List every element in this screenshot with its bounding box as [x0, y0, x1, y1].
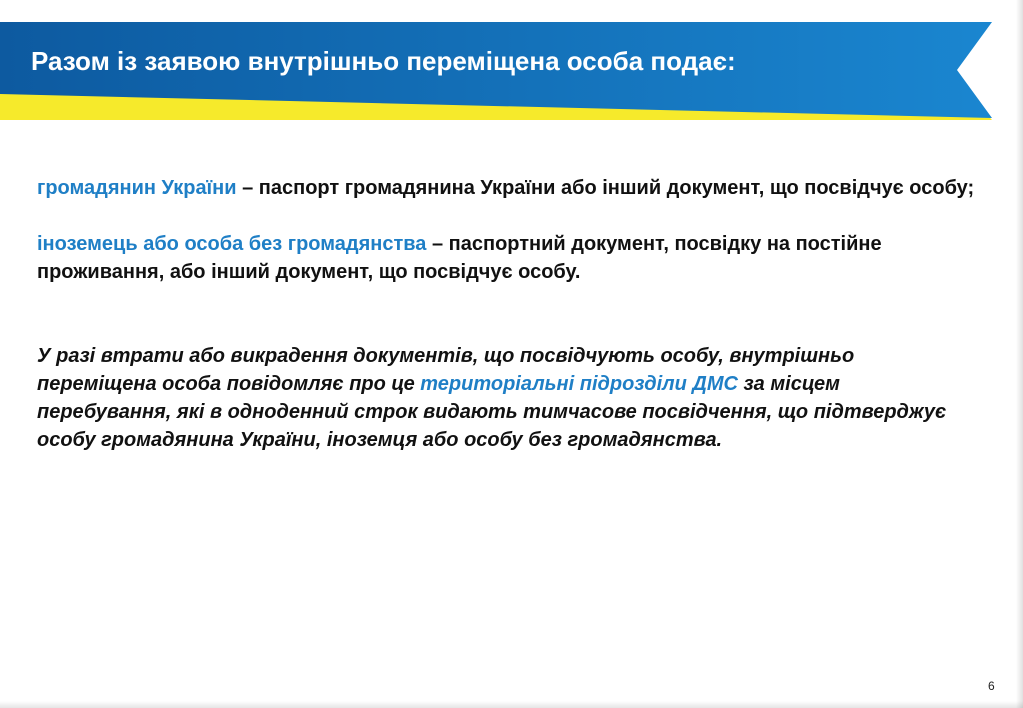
- list-item-foreigner: [37, 230, 977, 286]
- note-text-before: У разі втрати або викрадення документів, що посвідчують особу, внутрішньо переміщена особа повідомляє про це: [37, 345, 855, 395]
- item-highlight: громадянин України: [37, 177, 237, 199]
- note-highlight: територіальні підрозділи ДМС: [420, 373, 738, 395]
- item-text: – паспорт громадянина України або інший документ, що посвідчує особу;: [236, 177, 975, 199]
- page-number: 6: [988, 679, 995, 693]
- slide-title: Разом із заявою внутрішньо переміщена особа подає:: [31, 46, 736, 76]
- slide-bottom-shadow: [0, 701, 1023, 708]
- lost-documents-note: [37, 342, 977, 454]
- note-text-after: за місцем перебування, які в одноденний строк видають тимчасове посвідчення, що підтверджує особу громадянина України, іноземця або особу без громадянства.: [37, 373, 947, 451]
- item-text: – паспортний документ, посвідку на постійне проживання, або інший документ, що посвідчує особу.: [37, 233, 882, 283]
- item-highlight: іноземець або особа без громадянства: [37, 233, 427, 255]
- content-body: [37, 174, 977, 454]
- slide-edge-shadow: [1016, 0, 1023, 708]
- list-item-citizen: [37, 174, 977, 202]
